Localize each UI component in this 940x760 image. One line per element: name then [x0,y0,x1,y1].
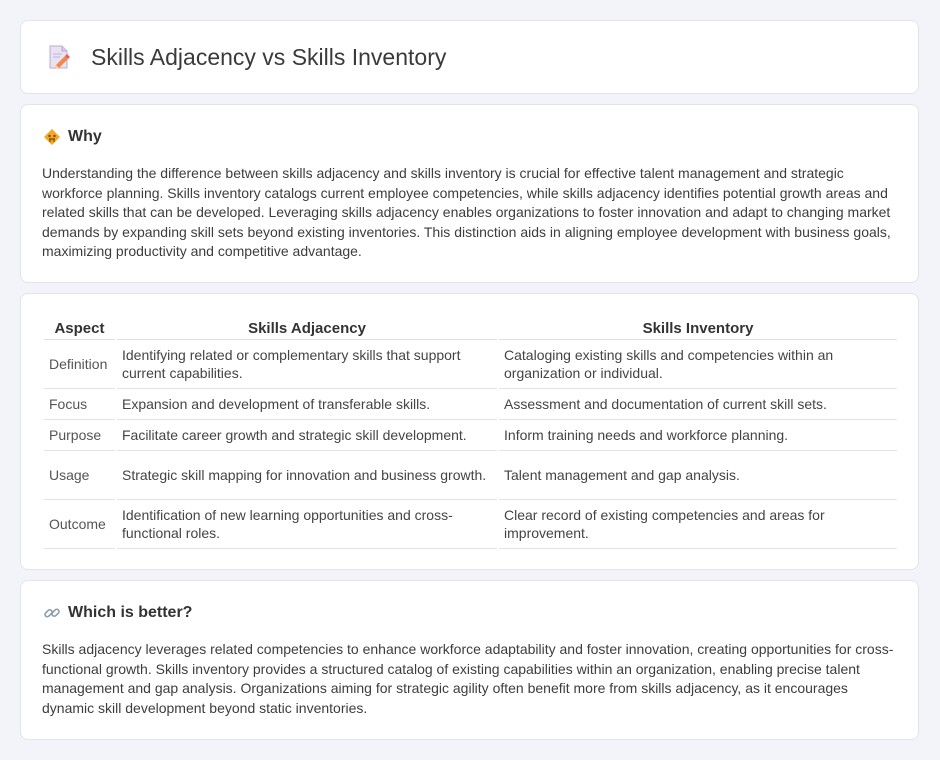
table-row [44,420,897,451]
row-inventory: Clear record of existing competencies and areas for improvement. [499,500,897,549]
row-inventory: Cataloging existing skills and competencies within an organization or individual. [499,340,897,389]
row-inventory: Assessment and documentation of current skill sets. [499,389,897,420]
row-aspect: Outcome [44,500,115,549]
row-adjacency: Strategic skill mapping for innovation and business growth. [117,451,497,500]
table-row [44,340,897,389]
comparison-table [42,314,899,549]
row-aspect: Definition [44,340,115,389]
row-adjacency: Identifying related or complementary skills that support current capabilities. [117,340,497,389]
row-inventory: Inform training needs and workforce planning. [499,420,897,451]
header-aspect: Aspect [44,314,115,340]
why-section [20,104,919,283]
better-paragraph: Skills adjacency leverages related competencies to enhance workforce adaptability and foster innovation, creating opportunities for cross-functional growth. Skills inventory provides a structured catalog of existing capabilities within an organization, enabling precise talent management and gap analysis. Organizations aiming for strategic agility often benefit more from skills adjacency, as it encourages dynamic skill development beyond static inventories. [42,641,894,716]
header-skills-inventory: Skills Inventory [499,314,897,340]
link-icon [43,604,61,622]
table-row [44,389,897,420]
table-row [44,500,897,549]
comparison-section [20,293,919,570]
title-card [20,20,919,94]
row-aspect: Purpose [44,420,115,451]
row-aspect: Focus [44,389,115,420]
document-pencil-icon [47,43,71,71]
row-aspect: Usage [44,451,115,500]
table-row [44,451,897,500]
header-skills-adjacency: Skills Adjacency [117,314,497,340]
row-inventory: Talent management and gap analysis. [499,451,897,500]
page-title: Skills Adjacency vs Skills Inventory [91,43,447,70]
warning-diamond-icon [43,128,61,146]
better-heading: Which is better? [68,604,193,621]
row-adjacency: Expansion and development of transferable skills. [117,389,497,420]
why-heading: Why [68,128,102,145]
row-adjacency: Identification of new learning opportunities and cross-functional roles. [117,500,497,549]
row-adjacency: Facilitate career growth and strategic skill development. [117,420,497,451]
table-header-row [44,314,897,340]
why-paragraph: Understanding the difference between skills adjacency and skills inventory is crucial for effective talent management and strategic workforce planning. Skills inventory catalogs current employee competencies, while skills adjacency identifies potential growth areas and related skills that can be developed. Leveraging skills adjacency enables organizations to foster innovation and adapt to changing market demands by expanding skill sets beyond existing inventories. This distinction aids in aligning employee development with business goals, maximizing productivity and competitive advantage. [42,165,891,260]
which-is-better-section [20,580,919,740]
